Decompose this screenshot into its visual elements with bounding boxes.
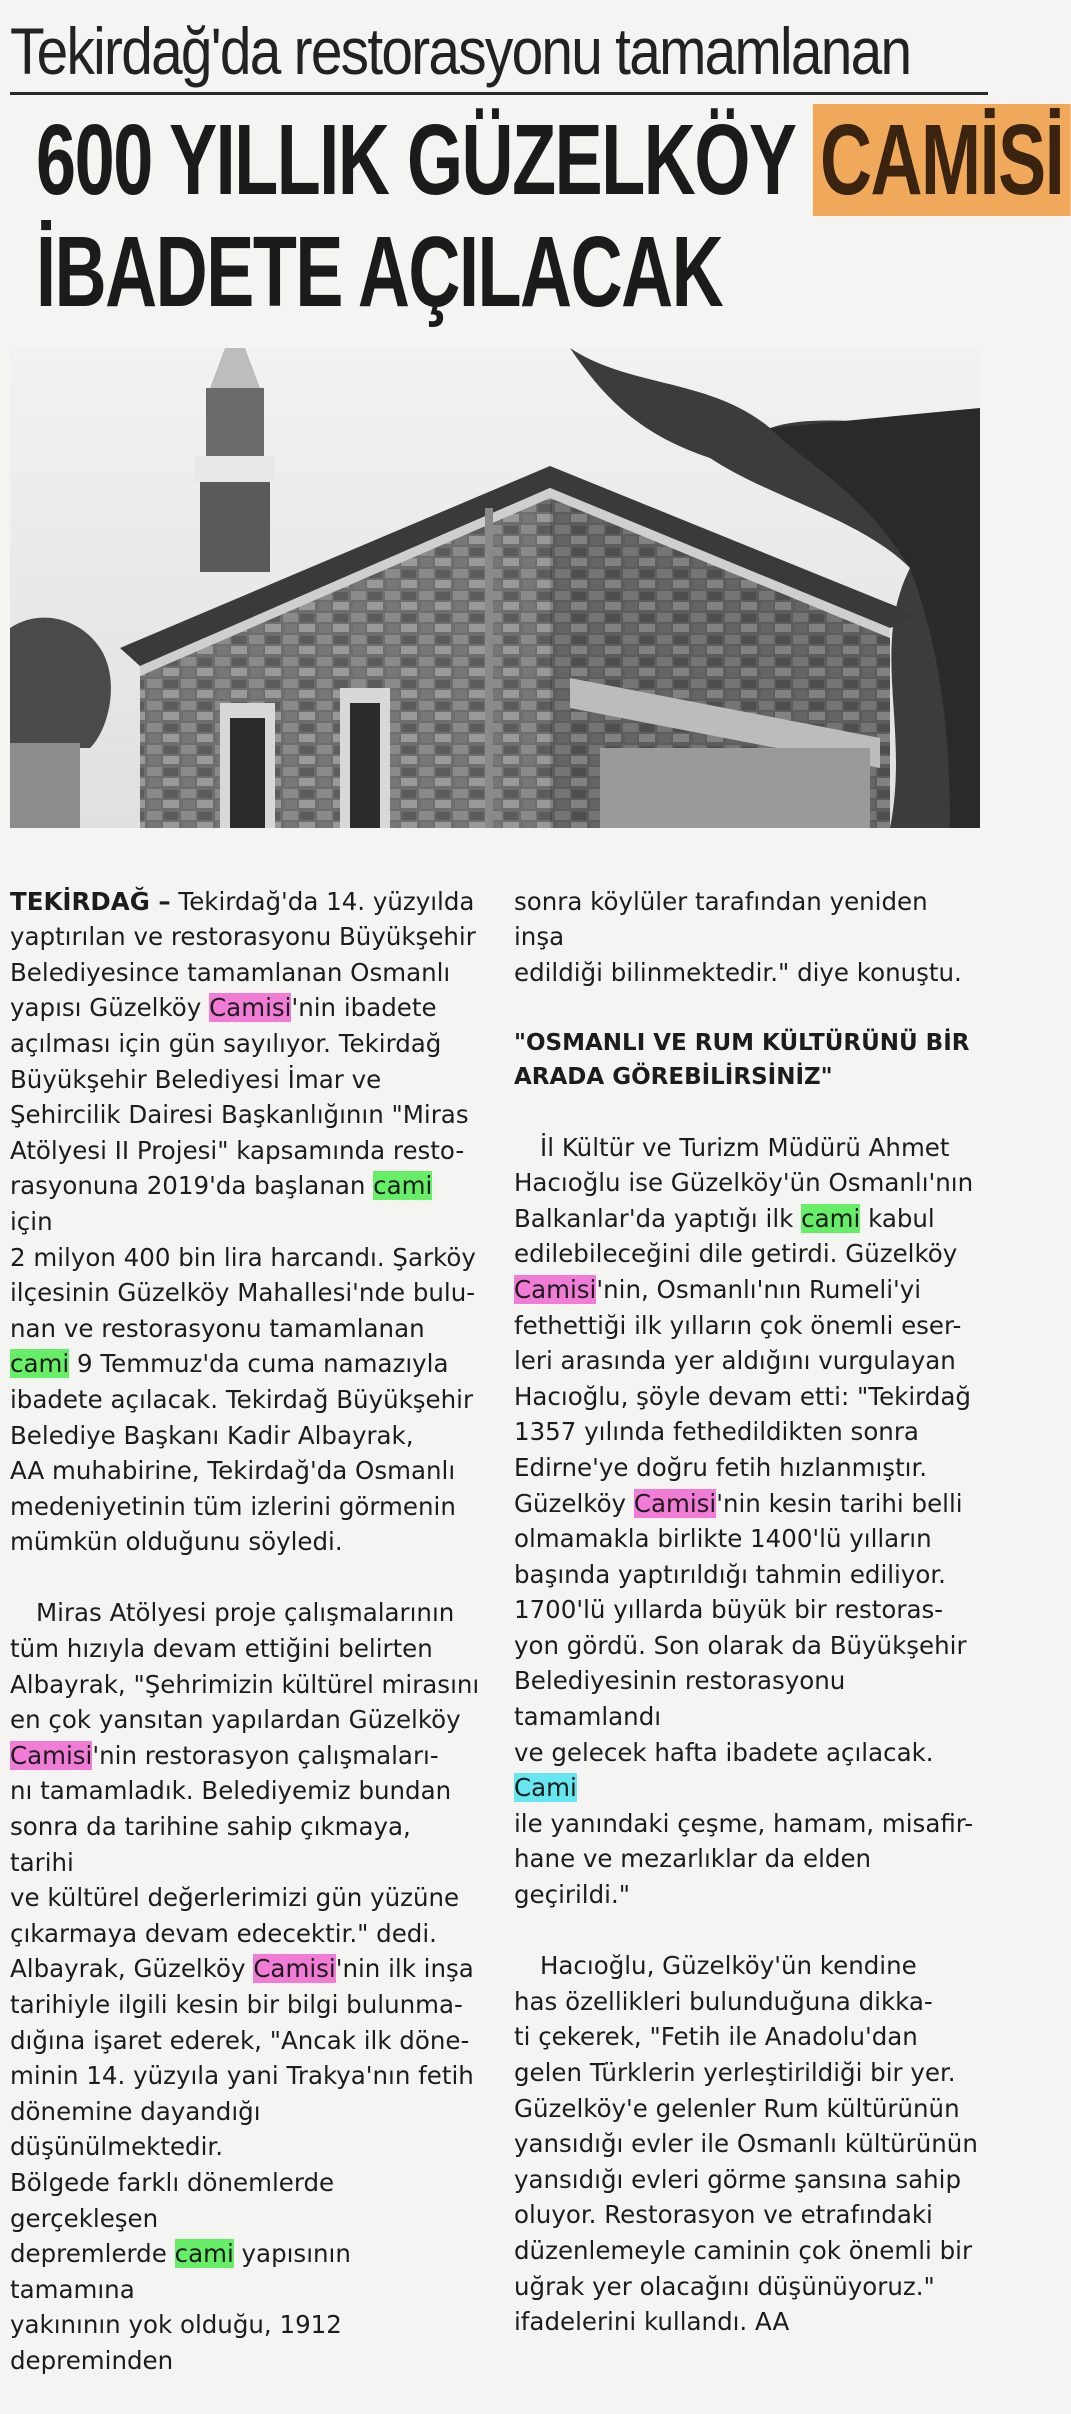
text-run: 'nin restorasyon çalışmaları- nı tamamladık. Belediyemiz bundan sonra da tarihine sahip çıkmaya, tarihi ve kültürel değerlerimizi gün yüzüne çıkarmaya devam edecektir." dedi. Albayrak, Güzelköy: [10, 1740, 460, 1984]
text-run: 'nin, Osmanlı'nın Rumeli'yi fethettiği ilk yılların çok önemli eser- leri arasında yer aldığını vurgulayan Hacıoğlu, şöyle devam etti: "Tekirdağ 1357 yılında fethedildikten sonra Edirne'ye doğru fetih hızlanmıştır. Güzelköy: [514, 1274, 971, 1518]
paragraph: Hacıoğlu, Güzelköy'ün kendine has özellikleri bulunduğuna dikka- ti çekerek, "Fetih ile Anadolu'dan gelen Türklerin yerleştirildiği bir yer. Güzelköy'e gelenler Rum kültürünün yansıdığı evler ile Osmanlı kültürünün yansıdığı evleri görme şansına sahip oluyor. Restorasyon ve etrafındaki düzenlemeyle caminin çok önemli bir uğrak yer olacağını düşünüyoruz." ifadelerini kullandı. AA: [514, 1951, 978, 2337]
paragraph: [10, 1595, 480, 2378]
text-run: 'nin ibadete açılması için gün sayılıyor. Tekirdağ Büyükşehir Belediyesi İmar ve Şehircilik Dairesi Başkanlığının "Miras Atölyesi II Projesi" kapsamında resto- rasyonuna 2019'da başlanan: [10, 993, 469, 1201]
kicker-title: Tekirdağ'da restorasyonu tamamlanan: [10, 14, 911, 88]
text-run: Tekirdağ'da 14. yüzyılda yaptırılan ve restorasyonu Büyükşehir Belediyesince tamamlanan Osmanlı yapısı Güzelköy: [10, 886, 476, 1023]
article-column-left: [10, 848, 480, 2414]
highlight-term: Camisi: [514, 1274, 597, 1304]
highlight-term: cami: [10, 1349, 70, 1379]
headline-line1-text: 600 YILLIK GÜZELKÖY: [36, 104, 813, 216]
highlight-term: Camisi: [633, 1488, 717, 1518]
mosque-illustration: [10, 348, 980, 828]
text-run: 'nin kesin tarihi belli olmamakla birlikte 1400'lü yılların başında yaptırıldığı tahmin ediliyor. 1700'lü yıllarda büyük bir restoras- yon gördü. Son olarak da Büyükşehir Belediyesinin restorasyonu tamamlandı ve gelecek hafta ibadete açılacak.: [514, 1488, 967, 1767]
paragraph: [514, 1130, 984, 1913]
headline-line1: [36, 104, 1071, 216]
headline: [36, 104, 1064, 328]
paragraph: sonra köylüler tarafından yeniden inşa edildiği bilinmektedir." diye konuştu.: [514, 886, 962, 987]
paragraph: [10, 884, 480, 1560]
text-run: İl Kültür ve Turizm Müdürü Ahmet Hacıoğlu ise Güzelköy'ün Osmanlı'nın Balkanlar'da yaptığı ilk: [514, 1132, 974, 1233]
highlight-term: Camisi: [209, 993, 292, 1023]
text-run: ile yanındaki çeşme, hamam, misafir- hane ve mezarlıklar da elden geçirildi.": [514, 1808, 974, 1910]
article-column-right: [514, 848, 984, 2375]
subheading: "OSMANLI VE RUM KÜLTÜRÜNÜ BİR ARADA GÖREBİLİRSİNİZ": [514, 1029, 970, 1090]
text-run: Miras Atölyesi proje çalışmalarının tüm hızıyla devam ettiğini belirten Albayrak, "Şehrimizin kültürel mirasını en çok yansıtan yapılardan Güzelköy: [10, 1598, 480, 1735]
text-run: 9 Temmuz'da cuma namazıyla ibadete açılacak. Tekirdağ Büyükşehir Belediye Başkanı Kadir Albayrak, AA muhabirine, Tekirdağ'da Osmanlı medeniyetinin tüm izlerini görmenin mümkün olduğunu söyledi.: [10, 1349, 474, 1557]
highlight-term: cami: [801, 1203, 861, 1233]
text-run: için 2 milyon 400 bin lira harcandı. Şarköy ilçesinin Güzelköy Mahallesi'nde bulu- nan ve restorasyonu tamamlanan: [10, 1206, 476, 1343]
text-run: 'nin ilk inşa tarihiyle ilgili kesin bir bilgi bulunma- dığına işaret ederek, "Ancak ilk döne- minin 14. yüzyıla yani Trakya'nın fetih dönemine dayandığı düşünülmektedir. Bölgede farklı dönemlerde gerçekleşen depremlerde: [10, 1954, 474, 2269]
headline-line2: İBADETE AÇILACAK: [36, 216, 723, 328]
highlight-term: Cami: [514, 1773, 577, 1803]
highlight-term: cami: [373, 1171, 433, 1201]
headline-highlight: CAMİSİ: [813, 104, 1071, 216]
highlight-term: Camisi: [253, 1954, 336, 1984]
kicker-rule: [10, 92, 988, 95]
highlight-term: Camisi: [10, 1740, 93, 1770]
text-run: kabul edilebileceğini dile getirdi. Güzelköy: [514, 1203, 958, 1269]
text-run: yapısının tamamına yakınının yok olduğu, 1912 depreminden: [10, 2239, 351, 2375]
mosque-photo: [10, 348, 980, 828]
dateline: TEKİRDAĞ –: [10, 886, 171, 916]
highlight-term: cami: [174, 2239, 234, 2269]
